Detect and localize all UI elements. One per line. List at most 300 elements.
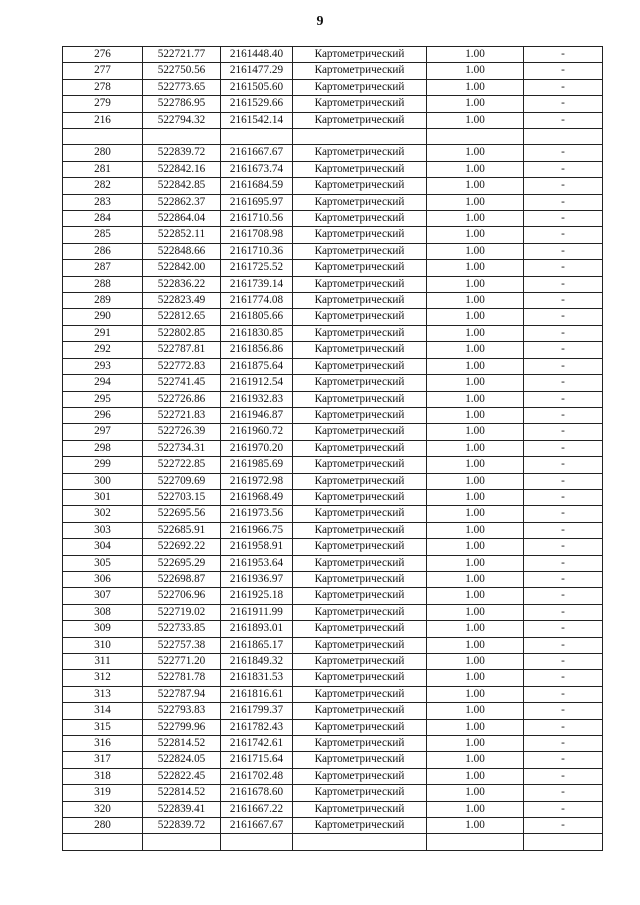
cell-accuracy: 1.00: [427, 79, 524, 95]
table-row: [63, 194, 603, 210]
cell-note: -: [524, 178, 603, 194]
cell-x-coordinate: 522698.87: [143, 571, 221, 587]
cell-accuracy: 1.00: [427, 342, 524, 358]
cell-method: Картометрический: [293, 309, 427, 325]
cell-method: Картометрический: [293, 325, 427, 341]
cell-method: Картометрический: [293, 457, 427, 473]
cell-point-number: [63, 129, 143, 145]
cell-note: -: [524, 785, 603, 801]
cell-accuracy: 1.00: [427, 752, 524, 768]
cell-accuracy: 1.00: [427, 63, 524, 79]
cell-point-number: 289: [63, 293, 143, 309]
cell-point-number: 319: [63, 785, 143, 801]
cell-method: Картометрический: [293, 260, 427, 276]
cell-point-number: 292: [63, 342, 143, 358]
cell-point-number: 278: [63, 79, 143, 95]
table-row: [63, 391, 603, 407]
cell-y-coordinate: 2161805.66: [221, 309, 293, 325]
cell-x-coordinate: 522822.45: [143, 768, 221, 784]
cell-note: -: [524, 407, 603, 423]
table-row: [63, 243, 603, 259]
cell-x-coordinate: 522709.69: [143, 473, 221, 489]
table-row: [63, 539, 603, 555]
cell-x-coordinate: 522695.29: [143, 555, 221, 571]
cell-point-number: [63, 834, 143, 850]
cell-accuracy: 1.00: [427, 161, 524, 177]
cell-accuracy: 1.00: [427, 621, 524, 637]
cell-y-coordinate: 2161505.60: [221, 79, 293, 95]
cell-point-number: 309: [63, 621, 143, 637]
cell-y-coordinate: 2161856.86: [221, 342, 293, 358]
cell-point-number: 280: [63, 145, 143, 161]
cell-method: Картометрический: [293, 818, 427, 834]
cell-point-number: 277: [63, 63, 143, 79]
cell-x-coordinate: 522852.11: [143, 227, 221, 243]
cell-note: -: [524, 801, 603, 817]
cell-accuracy: 1.00: [427, 506, 524, 522]
cell-method: Картометрический: [293, 161, 427, 177]
cell-y-coordinate: 2161742.61: [221, 736, 293, 752]
cell-point-number: 282: [63, 178, 143, 194]
cell-method: Картометрический: [293, 736, 427, 752]
cell-x-coordinate: 522799.96: [143, 719, 221, 735]
cell-point-number: 296: [63, 407, 143, 423]
cell-x-coordinate: 522719.02: [143, 604, 221, 620]
cell-method: Картометрический: [293, 342, 427, 358]
cell-point-number: 288: [63, 276, 143, 292]
cell-accuracy: 1.00: [427, 407, 524, 423]
cell-note: -: [524, 719, 603, 735]
cell-accuracy: 1.00: [427, 211, 524, 227]
table-row: [63, 801, 603, 817]
table-row: [63, 358, 603, 374]
cell-method: Картометрический: [293, 588, 427, 604]
cell-point-number: 216: [63, 112, 143, 128]
cell-note: -: [524, 243, 603, 259]
table-row: [63, 227, 603, 243]
cell-note: -: [524, 621, 603, 637]
cell-x-coordinate: 522794.32: [143, 112, 221, 128]
cell-accuracy: 1.00: [427, 358, 524, 374]
table-row: [63, 112, 603, 128]
table-row: [63, 555, 603, 571]
cell-point-number: 299: [63, 457, 143, 473]
table-row: [63, 129, 603, 145]
cell-x-coordinate: 522781.78: [143, 670, 221, 686]
cell-method: Картометрический: [293, 604, 427, 620]
cell-y-coordinate: 2161816.61: [221, 686, 293, 702]
cell-y-coordinate: 2161958.91: [221, 539, 293, 555]
cell-method: [293, 129, 427, 145]
cell-x-coordinate: 522814.52: [143, 736, 221, 752]
cell-note: -: [524, 96, 603, 112]
cell-note: -: [524, 506, 603, 522]
cell-point-number: 312: [63, 670, 143, 686]
cell-x-coordinate: 522757.38: [143, 637, 221, 653]
cell-point-number: 301: [63, 489, 143, 505]
cell-x-coordinate: 522773.65: [143, 79, 221, 95]
cell-y-coordinate: 2161667.67: [221, 145, 293, 161]
table-row: [63, 440, 603, 456]
cell-point-number: 281: [63, 161, 143, 177]
cell-note: -: [524, 194, 603, 210]
cell-y-coordinate: 2161972.98: [221, 473, 293, 489]
cell-y-coordinate: 2161799.37: [221, 703, 293, 719]
cell-x-coordinate: 522786.95: [143, 96, 221, 112]
table-row: [63, 621, 603, 637]
table-row: [63, 637, 603, 653]
table-row: [63, 293, 603, 309]
cell-x-coordinate: 522814.52: [143, 785, 221, 801]
cell-point-number: 307: [63, 588, 143, 604]
cell-point-number: 313: [63, 686, 143, 702]
cell-method: Картометрический: [293, 785, 427, 801]
cell-note: -: [524, 473, 603, 489]
cell-accuracy: 1.00: [427, 555, 524, 571]
cell-point-number: 291: [63, 325, 143, 341]
cell-method: Картометрический: [293, 522, 427, 538]
cell-point-number: 316: [63, 736, 143, 752]
cell-note: -: [524, 79, 603, 95]
cell-accuracy: 1.00: [427, 96, 524, 112]
cell-accuracy: 1.00: [427, 424, 524, 440]
cell-y-coordinate: 2161960.72: [221, 424, 293, 440]
cell-point-number: 304: [63, 539, 143, 555]
cell-accuracy: [427, 129, 524, 145]
cell-method: Картометрический: [293, 654, 427, 670]
cell-method: Картометрический: [293, 194, 427, 210]
cell-x-coordinate: 522721.77: [143, 47, 221, 63]
cell-note: -: [524, 571, 603, 587]
cell-note: -: [524, 293, 603, 309]
cell-x-coordinate: 522787.94: [143, 686, 221, 702]
cell-note: -: [524, 227, 603, 243]
cell-y-coordinate: 2161702.48: [221, 768, 293, 784]
table-row: [63, 161, 603, 177]
cell-accuracy: 1.00: [427, 801, 524, 817]
cell-y-coordinate: 2161925.18: [221, 588, 293, 604]
cell-accuracy: 1.00: [427, 375, 524, 391]
cell-method: Картометрический: [293, 243, 427, 259]
cell-accuracy: 1.00: [427, 440, 524, 456]
page-number: 9: [316, 14, 324, 29]
cell-y-coordinate: 2161667.22: [221, 801, 293, 817]
cell-note: -: [524, 555, 603, 571]
cell-accuracy: 1.00: [427, 768, 524, 784]
cell-note: [524, 129, 603, 145]
cell-method: Картометрический: [293, 63, 427, 79]
table-row: [63, 424, 603, 440]
cell-accuracy: 1.00: [427, 457, 524, 473]
cell-method: Картометрический: [293, 489, 427, 505]
cell-note: -: [524, 375, 603, 391]
cell-method: Картометрический: [293, 440, 427, 456]
cell-y-coordinate: 2161911.99: [221, 604, 293, 620]
cell-y-coordinate: 2161448.40: [221, 47, 293, 63]
cell-y-coordinate: 2161678.60: [221, 785, 293, 801]
cell-accuracy: 1.00: [427, 276, 524, 292]
cell-accuracy: 1.00: [427, 637, 524, 653]
cell-x-coordinate: 522772.83: [143, 358, 221, 374]
cell-accuracy: 1.00: [427, 260, 524, 276]
coordinates-table-body: [63, 47, 603, 851]
cell-x-coordinate: 522685.91: [143, 522, 221, 538]
cell-point-number: 298: [63, 440, 143, 456]
table-row: [63, 178, 603, 194]
cell-accuracy: 1.00: [427, 522, 524, 538]
table-row: [63, 571, 603, 587]
cell-y-coordinate: 2161849.32: [221, 654, 293, 670]
cell-x-coordinate: 522793.83: [143, 703, 221, 719]
cell-point-number: 285: [63, 227, 143, 243]
cell-point-number: 295: [63, 391, 143, 407]
cell-point-number: 280: [63, 818, 143, 834]
cell-accuracy: [427, 834, 524, 850]
cell-x-coordinate: [143, 834, 221, 850]
table-row: [63, 506, 603, 522]
cell-point-number: 290: [63, 309, 143, 325]
cell-y-coordinate: 2161774.08: [221, 293, 293, 309]
cell-x-coordinate: 522703.15: [143, 489, 221, 505]
cell-x-coordinate: 522722.85: [143, 457, 221, 473]
cell-method: Картометрический: [293, 719, 427, 735]
cell-accuracy: 1.00: [427, 818, 524, 834]
table-row: [63, 145, 603, 161]
cell-method: Картометрический: [293, 801, 427, 817]
cell-y-coordinate: 2161968.49: [221, 489, 293, 505]
cell-y-coordinate: 2161970.20: [221, 440, 293, 456]
cell-x-coordinate: 522771.20: [143, 654, 221, 670]
cell-method: Картометрический: [293, 293, 427, 309]
cell-note: -: [524, 342, 603, 358]
table-row: [63, 47, 603, 63]
table-row: [63, 63, 603, 79]
cell-note: -: [524, 588, 603, 604]
table-row: [63, 719, 603, 735]
cell-method: Картометрический: [293, 96, 427, 112]
cell-x-coordinate: 522734.31: [143, 440, 221, 456]
cell-x-coordinate: 522848.66: [143, 243, 221, 259]
cell-x-coordinate: 522864.04: [143, 211, 221, 227]
cell-note: -: [524, 670, 603, 686]
cell-y-coordinate: 2161936.97: [221, 571, 293, 587]
cell-accuracy: 1.00: [427, 670, 524, 686]
table-row: [63, 211, 603, 227]
cell-y-coordinate: 2161985.69: [221, 457, 293, 473]
cell-note: -: [524, 736, 603, 752]
cell-method: Картометрический: [293, 473, 427, 489]
cell-accuracy: 1.00: [427, 785, 524, 801]
cell-point-number: 293: [63, 358, 143, 374]
cell-method: Картометрический: [293, 375, 427, 391]
cell-accuracy: 1.00: [427, 604, 524, 620]
cell-point-number: 276: [63, 47, 143, 63]
cell-note: -: [524, 211, 603, 227]
cell-accuracy: 1.00: [427, 145, 524, 161]
cell-note: -: [524, 522, 603, 538]
cell-point-number: 320: [63, 801, 143, 817]
cell-point-number: 294: [63, 375, 143, 391]
cell-note: [524, 834, 603, 850]
cell-method: Картометрический: [293, 768, 427, 784]
cell-x-coordinate: 522842.85: [143, 178, 221, 194]
cell-accuracy: 1.00: [427, 719, 524, 735]
table-row: [63, 96, 603, 112]
cell-method: Картометрический: [293, 276, 427, 292]
table-row: [63, 325, 603, 341]
cell-point-number: 284: [63, 211, 143, 227]
table-row: [63, 670, 603, 686]
table-row: [63, 489, 603, 505]
cell-x-coordinate: 522695.56: [143, 506, 221, 522]
cell-method: Картометрический: [293, 555, 427, 571]
cell-x-coordinate: 522862.37: [143, 194, 221, 210]
table-row: [63, 752, 603, 768]
cell-x-coordinate: 522823.49: [143, 293, 221, 309]
cell-note: -: [524, 309, 603, 325]
cell-y-coordinate: 2161542.14: [221, 112, 293, 128]
cell-accuracy: 1.00: [427, 194, 524, 210]
cell-note: -: [524, 63, 603, 79]
table-row: [63, 604, 603, 620]
table-row: [63, 654, 603, 670]
cell-x-coordinate: 522692.22: [143, 539, 221, 555]
coordinates-table: [62, 46, 603, 851]
table-row: [63, 260, 603, 276]
cell-point-number: 311: [63, 654, 143, 670]
cell-method: Картометрический: [293, 391, 427, 407]
cell-x-coordinate: 522839.72: [143, 818, 221, 834]
cell-y-coordinate: [221, 834, 293, 850]
cell-accuracy: 1.00: [427, 309, 524, 325]
cell-x-coordinate: 522726.86: [143, 391, 221, 407]
cell-accuracy: 1.00: [427, 571, 524, 587]
cell-method: Картометрический: [293, 686, 427, 702]
cell-y-coordinate: 2161715.64: [221, 752, 293, 768]
cell-method: Картометрический: [293, 47, 427, 63]
cell-accuracy: 1.00: [427, 686, 524, 702]
cell-x-coordinate: 522750.56: [143, 63, 221, 79]
cell-y-coordinate: 2161966.75: [221, 522, 293, 538]
cell-method: Картометрический: [293, 539, 427, 555]
cell-point-number: 314: [63, 703, 143, 719]
cell-x-coordinate: 522721.83: [143, 407, 221, 423]
table-row: [63, 309, 603, 325]
table-row: [63, 375, 603, 391]
cell-accuracy: 1.00: [427, 489, 524, 505]
cell-y-coordinate: 2161695.97: [221, 194, 293, 210]
cell-accuracy: 1.00: [427, 178, 524, 194]
cell-note: -: [524, 686, 603, 702]
cell-note: -: [524, 358, 603, 374]
cell-method: Картометрический: [293, 424, 427, 440]
cell-y-coordinate: 2161477.29: [221, 63, 293, 79]
cell-y-coordinate: 2161953.64: [221, 555, 293, 571]
cell-note: -: [524, 424, 603, 440]
table-row: [63, 785, 603, 801]
cell-y-coordinate: 2161973.56: [221, 506, 293, 522]
cell-method: Картометрический: [293, 112, 427, 128]
cell-note: -: [524, 654, 603, 670]
cell-y-coordinate: 2161673.74: [221, 161, 293, 177]
cell-note: -: [524, 391, 603, 407]
cell-x-coordinate: 522787.81: [143, 342, 221, 358]
cell-y-coordinate: 2161684.59: [221, 178, 293, 194]
cell-accuracy: 1.00: [427, 325, 524, 341]
cell-x-coordinate: 522733.85: [143, 621, 221, 637]
cell-accuracy: 1.00: [427, 703, 524, 719]
cell-point-number: 286: [63, 243, 143, 259]
cell-y-coordinate: 2161710.56: [221, 211, 293, 227]
cell-note: -: [524, 604, 603, 620]
cell-note: -: [524, 260, 603, 276]
cell-method: Картометрический: [293, 145, 427, 161]
cell-y-coordinate: 2161725.52: [221, 260, 293, 276]
cell-accuracy: 1.00: [427, 112, 524, 128]
cell-point-number: 318: [63, 768, 143, 784]
cell-method: Картометрический: [293, 506, 427, 522]
cell-y-coordinate: 2161893.01: [221, 621, 293, 637]
cell-x-coordinate: 522812.65: [143, 309, 221, 325]
cell-x-coordinate: 522706.96: [143, 588, 221, 604]
cell-point-number: 315: [63, 719, 143, 735]
cell-x-coordinate: 522836.22: [143, 276, 221, 292]
cell-y-coordinate: [221, 129, 293, 145]
cell-method: [293, 834, 427, 850]
table-row: [63, 79, 603, 95]
cell-method: Картометрический: [293, 407, 427, 423]
cell-x-coordinate: 522726.39: [143, 424, 221, 440]
cell-accuracy: 1.00: [427, 588, 524, 604]
cell-note: -: [524, 145, 603, 161]
cell-x-coordinate: 522839.72: [143, 145, 221, 161]
cell-note: -: [524, 768, 603, 784]
table-row: [63, 588, 603, 604]
cell-y-coordinate: 2161710.36: [221, 243, 293, 259]
cell-y-coordinate: 2161932.83: [221, 391, 293, 407]
cell-point-number: 317: [63, 752, 143, 768]
cell-x-coordinate: 522802.85: [143, 325, 221, 341]
cell-y-coordinate: 2161865.17: [221, 637, 293, 653]
cell-point-number: 306: [63, 571, 143, 587]
table-row: [63, 736, 603, 752]
cell-method: Картометрический: [293, 178, 427, 194]
cell-note: -: [524, 325, 603, 341]
table-row: [63, 522, 603, 538]
cell-x-coordinate: 522842.16: [143, 161, 221, 177]
table-row: [63, 457, 603, 473]
cell-accuracy: 1.00: [427, 47, 524, 63]
table-row: [63, 342, 603, 358]
table-row: [63, 703, 603, 719]
cell-method: Картометрический: [293, 637, 427, 653]
cell-note: -: [524, 752, 603, 768]
cell-point-number: 297: [63, 424, 143, 440]
cell-x-coordinate: 522839.41: [143, 801, 221, 817]
cell-note: -: [524, 161, 603, 177]
cell-x-coordinate: 522842.00: [143, 260, 221, 276]
cell-accuracy: 1.00: [427, 736, 524, 752]
cell-y-coordinate: 2161708.98: [221, 227, 293, 243]
cell-method: Картометрический: [293, 703, 427, 719]
cell-method: Картометрический: [293, 670, 427, 686]
cell-method: Картометрический: [293, 571, 427, 587]
cell-note: -: [524, 539, 603, 555]
cell-accuracy: 1.00: [427, 227, 524, 243]
cell-point-number: 303: [63, 522, 143, 538]
cell-y-coordinate: 2161912.54: [221, 375, 293, 391]
cell-note: -: [524, 818, 603, 834]
